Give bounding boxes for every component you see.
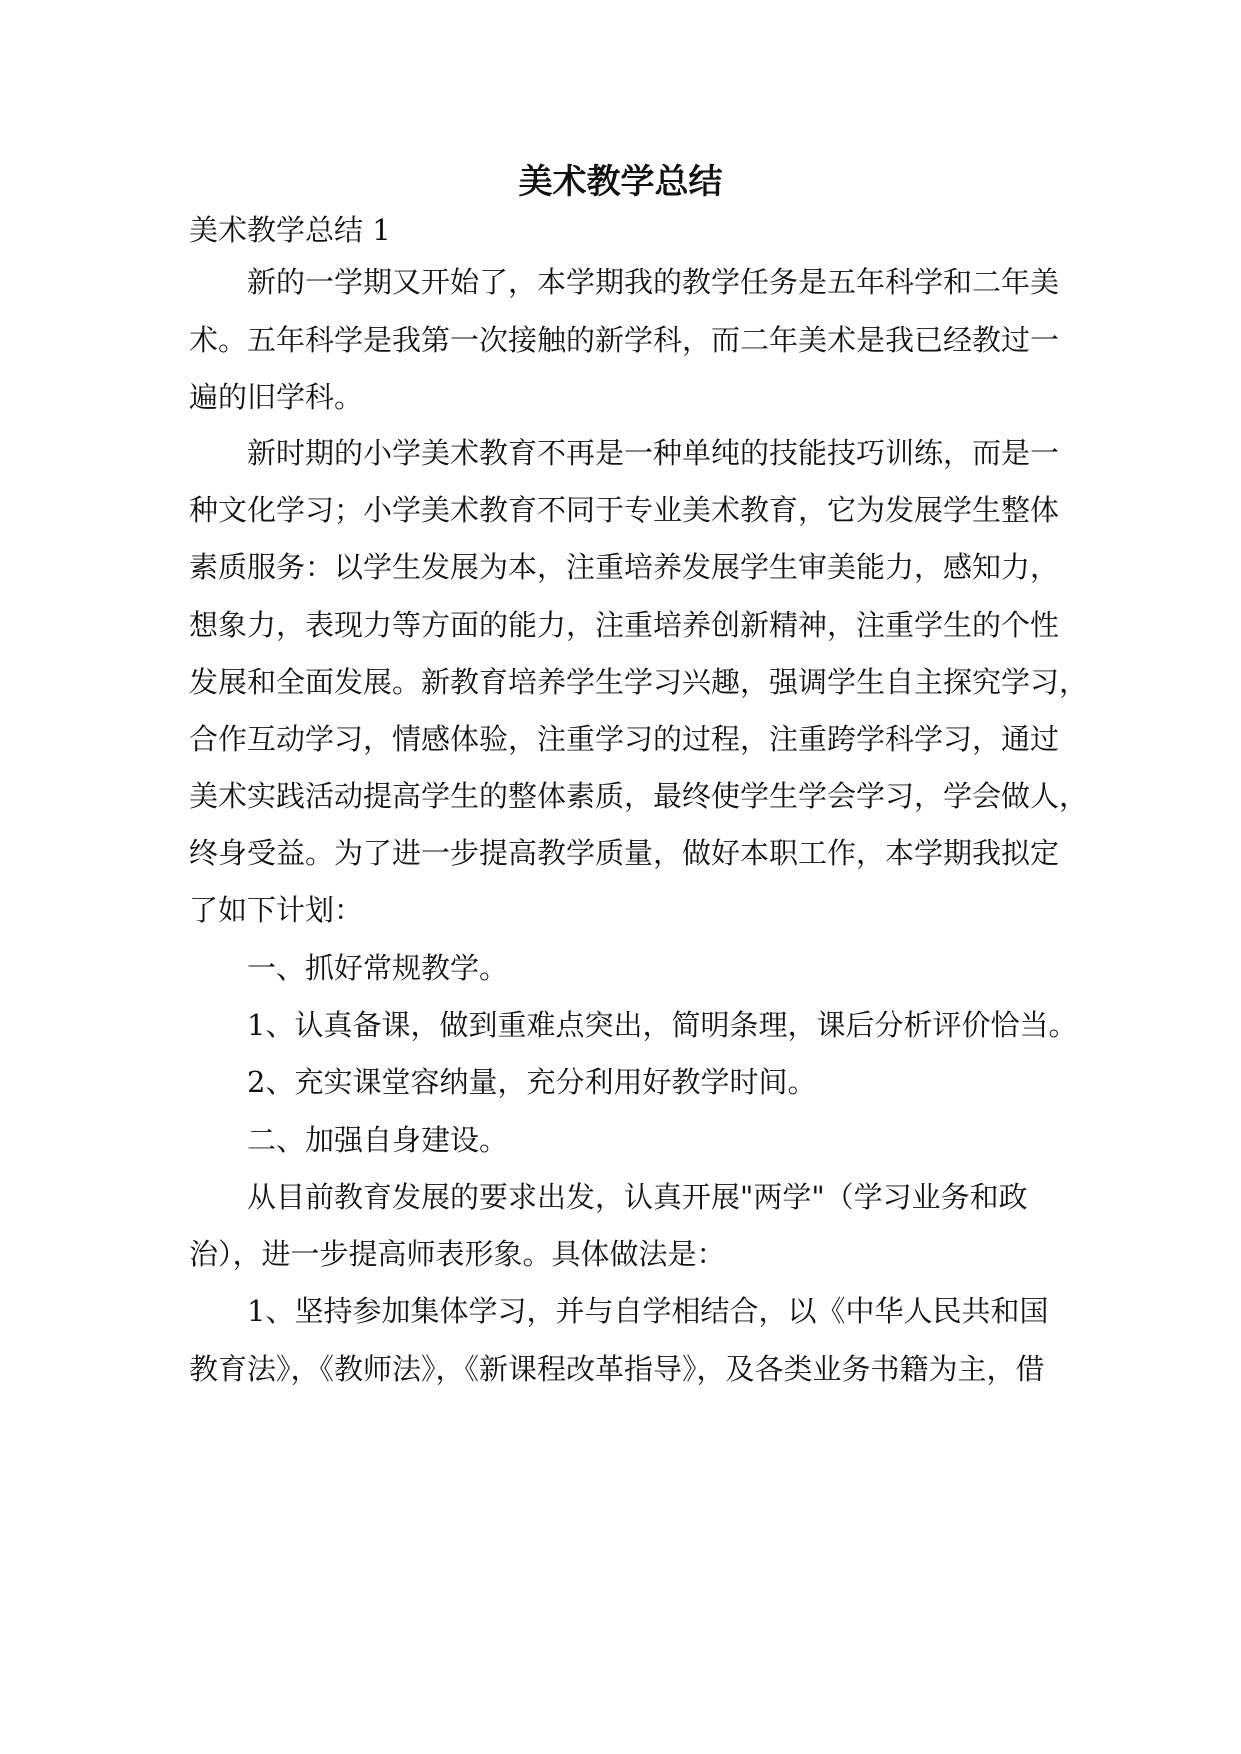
paragraph-line: 美术实践活动提高学生的整体素质，最终使学生学会学习，学会做人， bbox=[189, 779, 1089, 813]
paragraph-line: 新的一学期又开始了，本学期我的教学任务是五年科学和二年美 bbox=[247, 265, 1060, 299]
paragraph-line: 教育法》，《教师法》，《新课程改革指导》，及各类业务书籍为主，借 bbox=[189, 1352, 1045, 1386]
list-heading: 二、加强自身建设。 bbox=[247, 1123, 509, 1157]
paragraph-line: 种文化学习；小学美术教育不同于专业美术教育，它为发展学生整体 bbox=[189, 493, 1060, 527]
paragraph-line: 终身受益。为了进一步提高教学质量，做好本职工作，本学期我拟定 bbox=[189, 836, 1060, 870]
section-heading: 美术教学总结 1 bbox=[189, 213, 391, 247]
list-item: 1、坚持参加集体学习，并与自学相结合，以《中华人民共和国 bbox=[247, 1294, 1049, 1328]
paragraph-line: 治），进一步提高师表形象。具体做法是： bbox=[189, 1237, 726, 1271]
paragraph-line: 素质服务：以学生发展为本，注重培养发展学生审美能力，感知力， bbox=[189, 550, 1060, 584]
paragraph-line: 从目前教育发展的要求出发，认真开展"两学"（学习业务和政 bbox=[247, 1180, 1028, 1214]
paragraph-line: 术。五年科学是我第一次接触的新学科，而二年美术是我已经教过一 bbox=[189, 323, 1060, 357]
list-item: 2、充实课堂容纳量，充分利用好教学时间。 bbox=[247, 1065, 817, 1099]
list-heading: 一、抓好常规教学。 bbox=[247, 951, 509, 985]
list-item: 1、认真备课，做到重难点突出，简明条理，课后分析评价恰当。 bbox=[247, 1008, 1078, 1042]
paragraph-line: 发展和全面发展。新教育培养学生学习兴趣，强调学生自主探究学习， bbox=[189, 665, 1089, 699]
paragraph-line: 了如下计划： bbox=[189, 893, 364, 927]
paragraph-line: 遍的旧学科。 bbox=[189, 380, 364, 414]
document-title: 美术教学总结 bbox=[518, 162, 723, 202]
paragraph-line: 想象力，表现力等方面的能力，注重培养创新精神，注重学生的个性 bbox=[189, 608, 1060, 642]
paragraph-line: 合作互动学习，情感体验，注重学习的过程，注重跨学科学习，通过 bbox=[189, 722, 1060, 756]
paragraph-line: 新时期的小学美术教育不再是一种单纯的技能技巧训练，而是一 bbox=[247, 436, 1060, 470]
